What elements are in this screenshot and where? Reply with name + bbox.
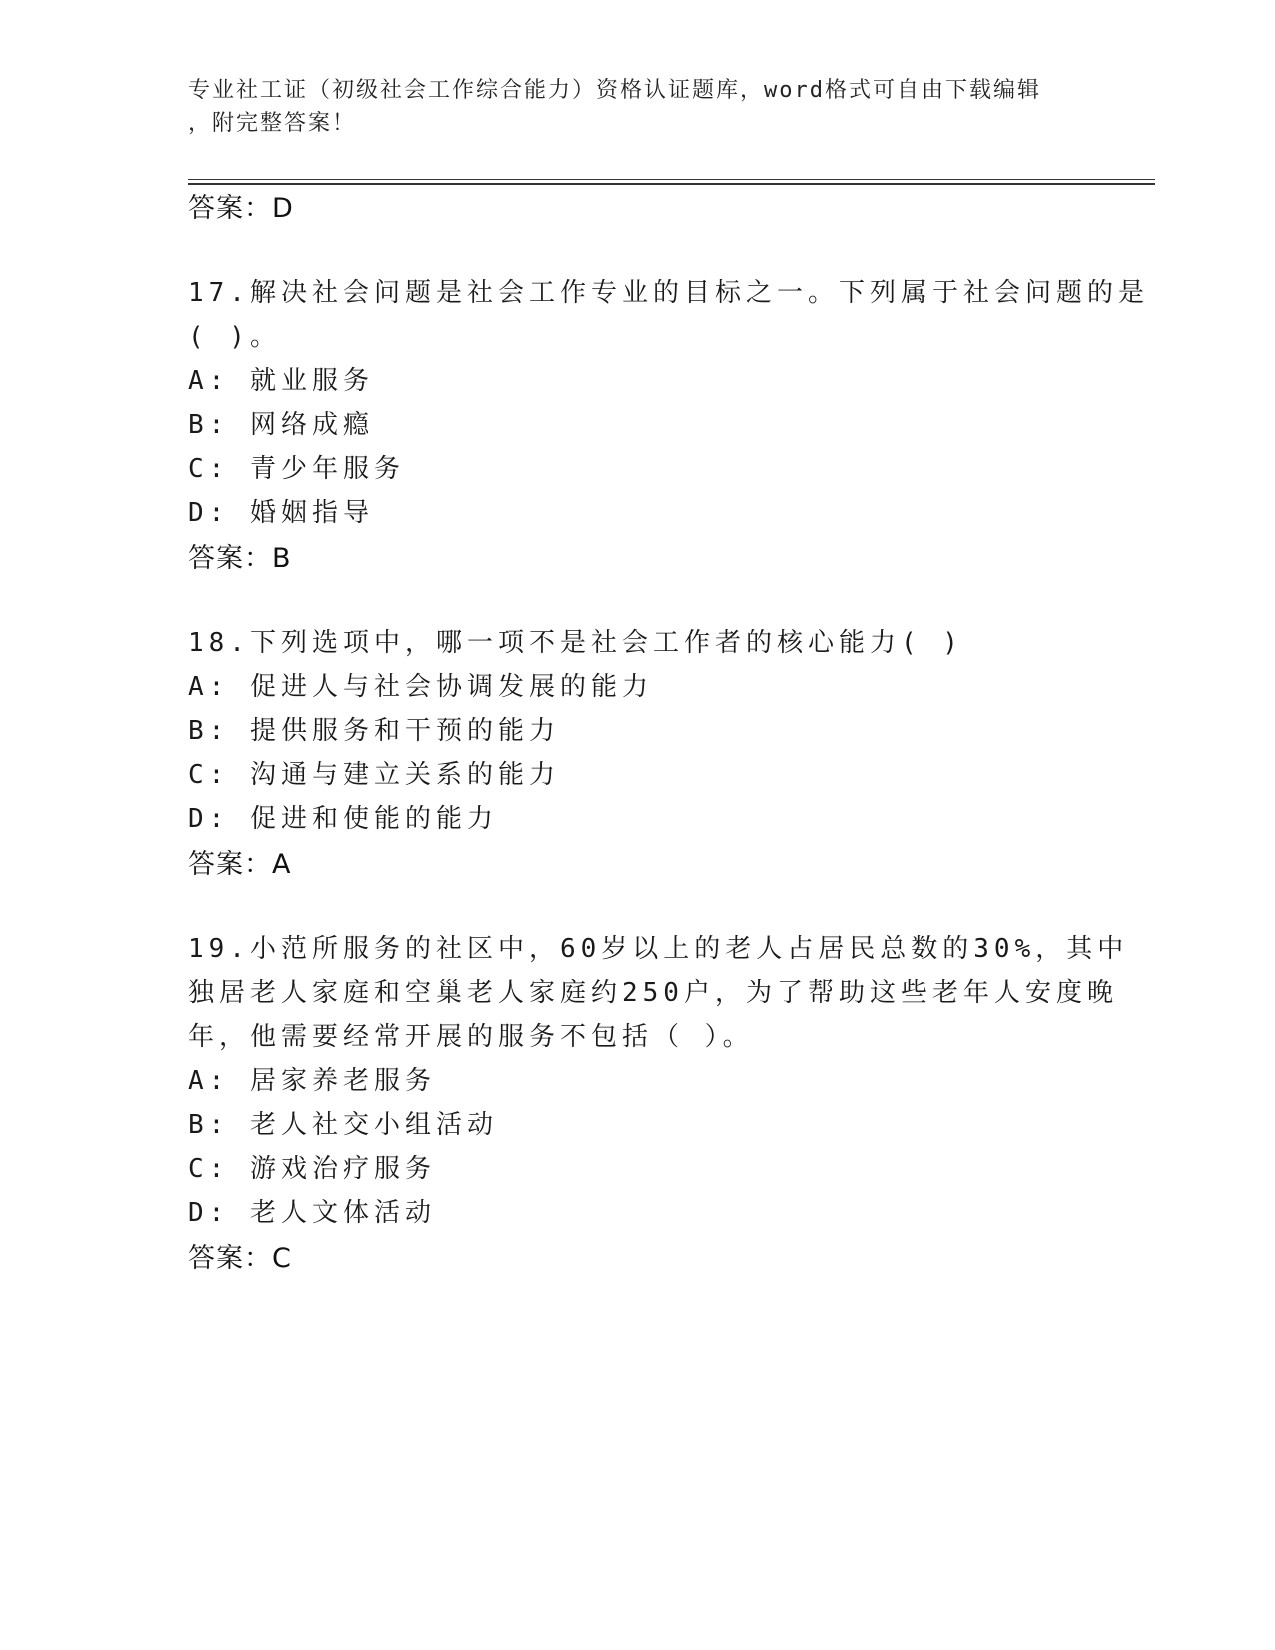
q18-option-c: C: 沟通与建立关系的能力 (188, 760, 560, 790)
answer-value: C (272, 1243, 292, 1274)
q19-option-d: D: 老人文体活动 (188, 1198, 436, 1228)
q17-option-a: A: 就业服务 (188, 366, 374, 396)
q19-stem-line-2: 独居老人家庭和空巢老人家庭约250户，为了帮助这些老年人安度晚 (188, 978, 1118, 1008)
q19-option-c: C: 游戏治疗服务 (188, 1154, 436, 1184)
header-divider-thick (188, 183, 1155, 185)
q18-stem-line-1: 18.下列选项中，哪一项不是社会工作者的核心能力( ) (188, 628, 963, 658)
q18-option-a: A: 促进人与社会协调发展的能力 (188, 672, 653, 702)
q17-answer (188, 536, 292, 575)
answer-value: D (272, 193, 294, 224)
q18-answer (188, 842, 291, 881)
q17-stem-line-1: 17.解决社会问题是社会工作专业的目标之一。下列属于社会问题的是 (188, 278, 1149, 308)
q19-option-a: A: 居家养老服务 (188, 1066, 436, 1096)
answer-label: 答案： (188, 543, 272, 574)
answer-value: B (272, 543, 292, 574)
q17-stem-line-2: ( )。 (188, 322, 281, 352)
answer-value: A (272, 849, 292, 880)
q19-option-b: B: 老人社交小组活动 (188, 1110, 498, 1140)
q17-option-b: B: 网络成瘾 (188, 410, 374, 440)
q17-option-c: C: 青少年服务 (188, 454, 405, 484)
q19-stem-line-3: 年，他需要经常开展的服务不包括（ ）。 (188, 1022, 754, 1052)
page-header (188, 74, 1068, 140)
header-title-line-1: 专业社工证（初级社会工作综合能力）资格认证题库，word格式可自由下载编辑 (188, 78, 1041, 103)
q18-option-b: B: 提供服务和干预的能力 (188, 716, 560, 746)
q19-stem-line-1: 19.小范所服务的社区中，60岁以上的老人占居民总数的30%，其中 (188, 934, 1129, 964)
answer-label: 答案： (188, 849, 272, 880)
header-title-line-2: ，附完整答案！ (188, 111, 357, 136)
header-divider-thin (188, 179, 1155, 180)
q19-answer (188, 1236, 292, 1275)
q17-option-d: D: 婚姻指导 (188, 498, 374, 528)
answer-prev (188, 186, 294, 225)
answer-label: 答案： (188, 1243, 272, 1274)
answer-label: 答案： (188, 193, 272, 224)
q18-option-d: D: 促进和使能的能力 (188, 804, 498, 834)
